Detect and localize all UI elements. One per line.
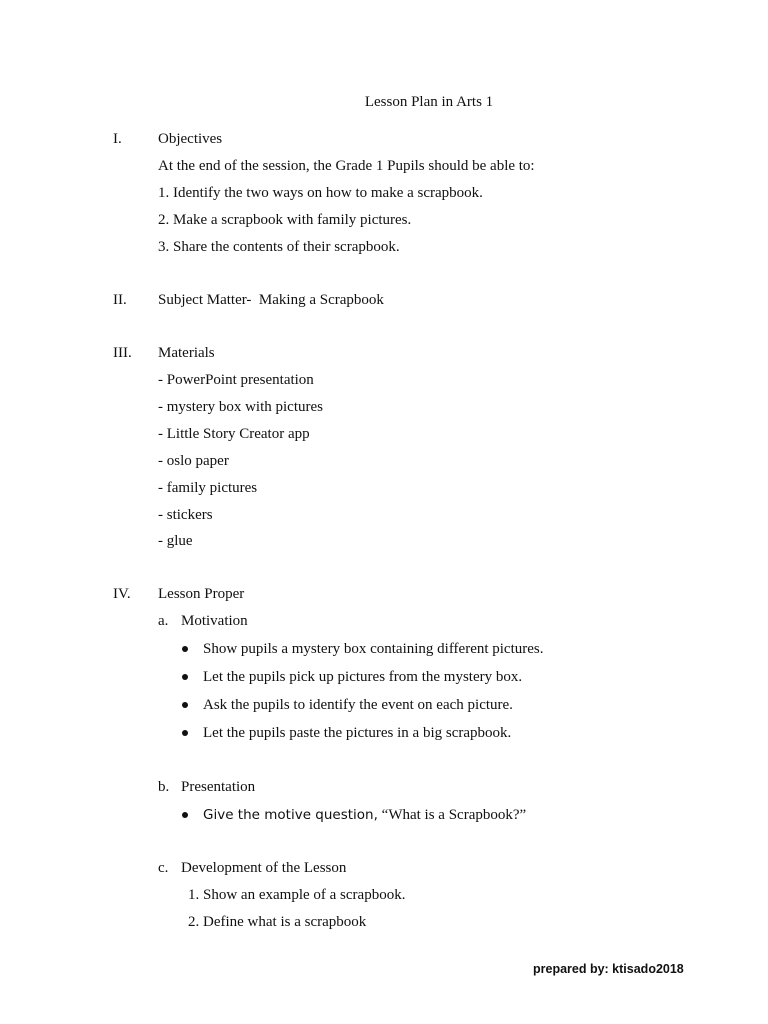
section-numeral-materials: III. [113,345,132,361]
section-numeral-lesson-proper: IV. [113,586,131,602]
page-title: Lesson Plan in Arts 1 [364,94,494,110]
section-heading-subject-matter: Subject Matter- Making a Scrapbook [158,292,384,308]
subsection-label-motivation: Motivation [181,613,248,629]
material-item: - stickers [158,507,213,523]
bullet-icon [182,702,188,708]
bullet-icon [182,646,188,652]
development-item: 2. Define what is a scrapbook [188,914,367,930]
presentation-bullet-prefix: Give the motive question, [203,807,378,823]
objective-item: 2. Make a scrapbook with family pictures. [158,212,412,228]
section-heading-lesson-proper: Lesson Proper [158,586,245,602]
objective-item: 3. Share the contents of their scrapbook. [158,239,400,255]
objective-item: 1. Identify the two ways on how to make a scrapbook. [158,185,483,201]
section-numeral-objectives: I. [113,131,122,147]
development-item: 1. Show an example of a scrapbook. [188,887,406,903]
material-item: - Little Story Creator app [158,426,310,442]
material-item: - oslo paper [158,453,229,469]
bullet-icon [182,674,188,680]
material-item: - family pictures [158,480,258,496]
section-heading-materials: Materials [158,345,215,361]
motivation-bullet: Show pupils a mystery box containing different pictures. [203,641,544,657]
subsection-label-development: Development of the Lesson [181,860,347,876]
motivation-bullet: Let the pupils paste the pictures in a big scrapbook. [203,725,512,741]
subsection-letter-motivation: a. [158,613,169,629]
section-heading-objectives: Objectives [158,131,223,147]
objectives-intro: At the end of the session, the Grade 1 Pupils should be able to: [158,158,535,174]
section-numeral-subject-matter: II. [113,292,127,308]
presentation-bullet-quote: “What is a Scrapbook?” [377,807,527,823]
subsection-letter-development: c. [158,860,169,876]
material-item: - mystery box with pictures [158,399,323,415]
material-item: - PowerPoint presentation [158,372,314,388]
motivation-bullet: Let the pupils pick up pictures from the mystery box. [203,669,523,685]
material-item: - glue [158,533,193,549]
presentation-bullet [203,806,526,824]
prepared-by-footer: prepared by: ktisado2018 [533,962,684,976]
subsection-label-presentation: Presentation [181,779,256,795]
bullet-icon [182,730,188,736]
subsection-letter-presentation: b. [158,779,170,795]
bullet-icon [182,812,188,818]
motivation-bullet: Ask the pupils to identify the event on each picture. [203,697,513,713]
